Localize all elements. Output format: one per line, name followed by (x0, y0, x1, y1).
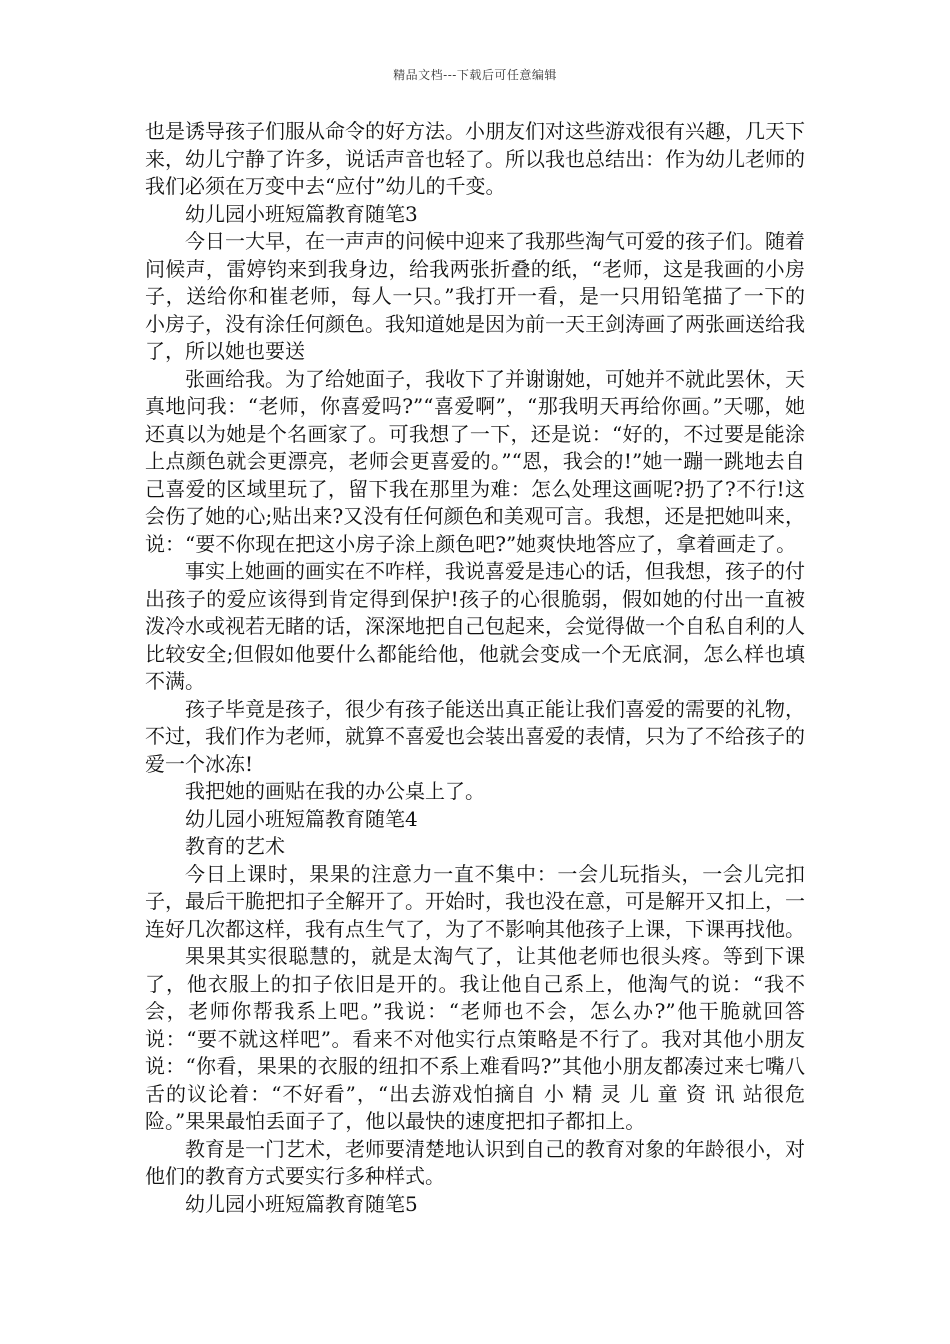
paragraph: 孩子毕竟是孩子，很少有孩子能送出真正能让我们喜爱的需要的礼物，不过，我们作为老师，就算不喜爱也会装出喜爱的表情，只为了不给孩子的爱一个冰冻! (145, 696, 805, 776)
paragraph: 我把她的画贴在我的办公桌上了。 (185, 779, 485, 803)
paragraph: 张画给我。为了给她面子，我收下了并谢谢她，可她并不就此罢休，天真地问我：“老师，你喜爱吗?”“喜爱啊”，“那我明天再给你画。”天哪，她还真以为她是个名画家了。可我想了一下，还是说：“好的，不过要是能涂上点颜色就会更漂亮，老师会更喜爱的。”“恩，我会的!”她一蹦一跳地去自己喜爱的区域里玩了，留下我在那里为难：怎么处理这画呢?扔了?不行!这会伤了她的心;贴出来?又没有任何颜色和美观可言。我想，还是把她叫来，说：“要不你现在把这小房子涂上颜色吧?”她爽快地答应了，拿着画走了。 (145, 366, 805, 556)
document-body (145, 118, 805, 1218)
paragraph: 幼儿园小班短篇教育随笔4 (185, 806, 418, 831)
paragraph: 幼儿园小班短篇教育随笔5 (185, 1191, 418, 1216)
paragraph: 今日一大早，在一声声的问候中迎来了我那些淘气可爱的孩子们。随着问候声，雷婷钧来到我身边，给我两张折叠的纸，“老师，这是我画的小房子，送给你和崔老师，每人一只。”我打开一看，是一只用铅笔描了一下的小房子，没有涂任何颜色。我知道她是因为前一天王剑涛画了两张画送给我了，所以她也要送 (145, 229, 805, 363)
paragraph: 也是诱导孩子们服从命令的好方法。小朋友们对这些游戏很有兴趣，几天下来，幼儿宁静了许多，说话声音也轻了。所以我也总结出：作为幼儿老师的我们必须在万变中去“应付”幼儿的千变。 (145, 119, 805, 198)
paragraph: 事实上她画的画实在不咋样，我说喜爱是违心的话，但我想，孩子的付出孩子的爱应该得到肯定得到保护!孩子的心很脆弱，假如她的付出一直被泼冷水或视若无睹的话，深深地把自己包起来，会觉得做一个自私自利的人比较安全;但假如他要什么都能给他，他就会变成一个无底洞，怎么样也填不满。 (145, 559, 805, 693)
paragraph: 教育的艺术 (185, 834, 285, 858)
paragraph: 教育是一门艺术，老师要清楚地认识到自己的教育对象的年龄很小，对他们的教育方式要实行多种样式。 (145, 1136, 805, 1188)
page-header: 精品文档---下载后可任意编辑 (393, 68, 557, 82)
paragraph: 今日上课时，果果的注意力一直不集中：一会儿玩指头，一会儿完扣子，最后干脆把扣子全解开了。开始时，我也没在意，可是解开又扣上，一连好几次都这样，我有点生气了，为了不影响其他孩子上课，下课再找他。 (145, 861, 805, 941)
paragraph: 幼儿园小班短篇教育随笔3 (185, 201, 418, 226)
paragraph: 果果其实很聪慧的，就是太淘气了，让其他老师也很头疼。等到下课了，他衣服上的扣子依旧是开的。我让他自己系上，他淘气的说：“我不会，老师你帮我系上吧。”我说：“老师也不会，怎么办?”他干脆就回答说：“要不就这样吧”。看来不对他实行点策略是不行了。我对其他小朋友说：“你看，果果的衣服的纽扣不系上难看吗?”其他小朋友都凑过来七嘴八舌的议论着：“不好看”，“出去游戏怕摘自 小 精 灵 儿 童 资 讯 站很危险。”果果最怕丢面子了，他以最快的速度把扣子都扣上。 (145, 944, 805, 1133)
